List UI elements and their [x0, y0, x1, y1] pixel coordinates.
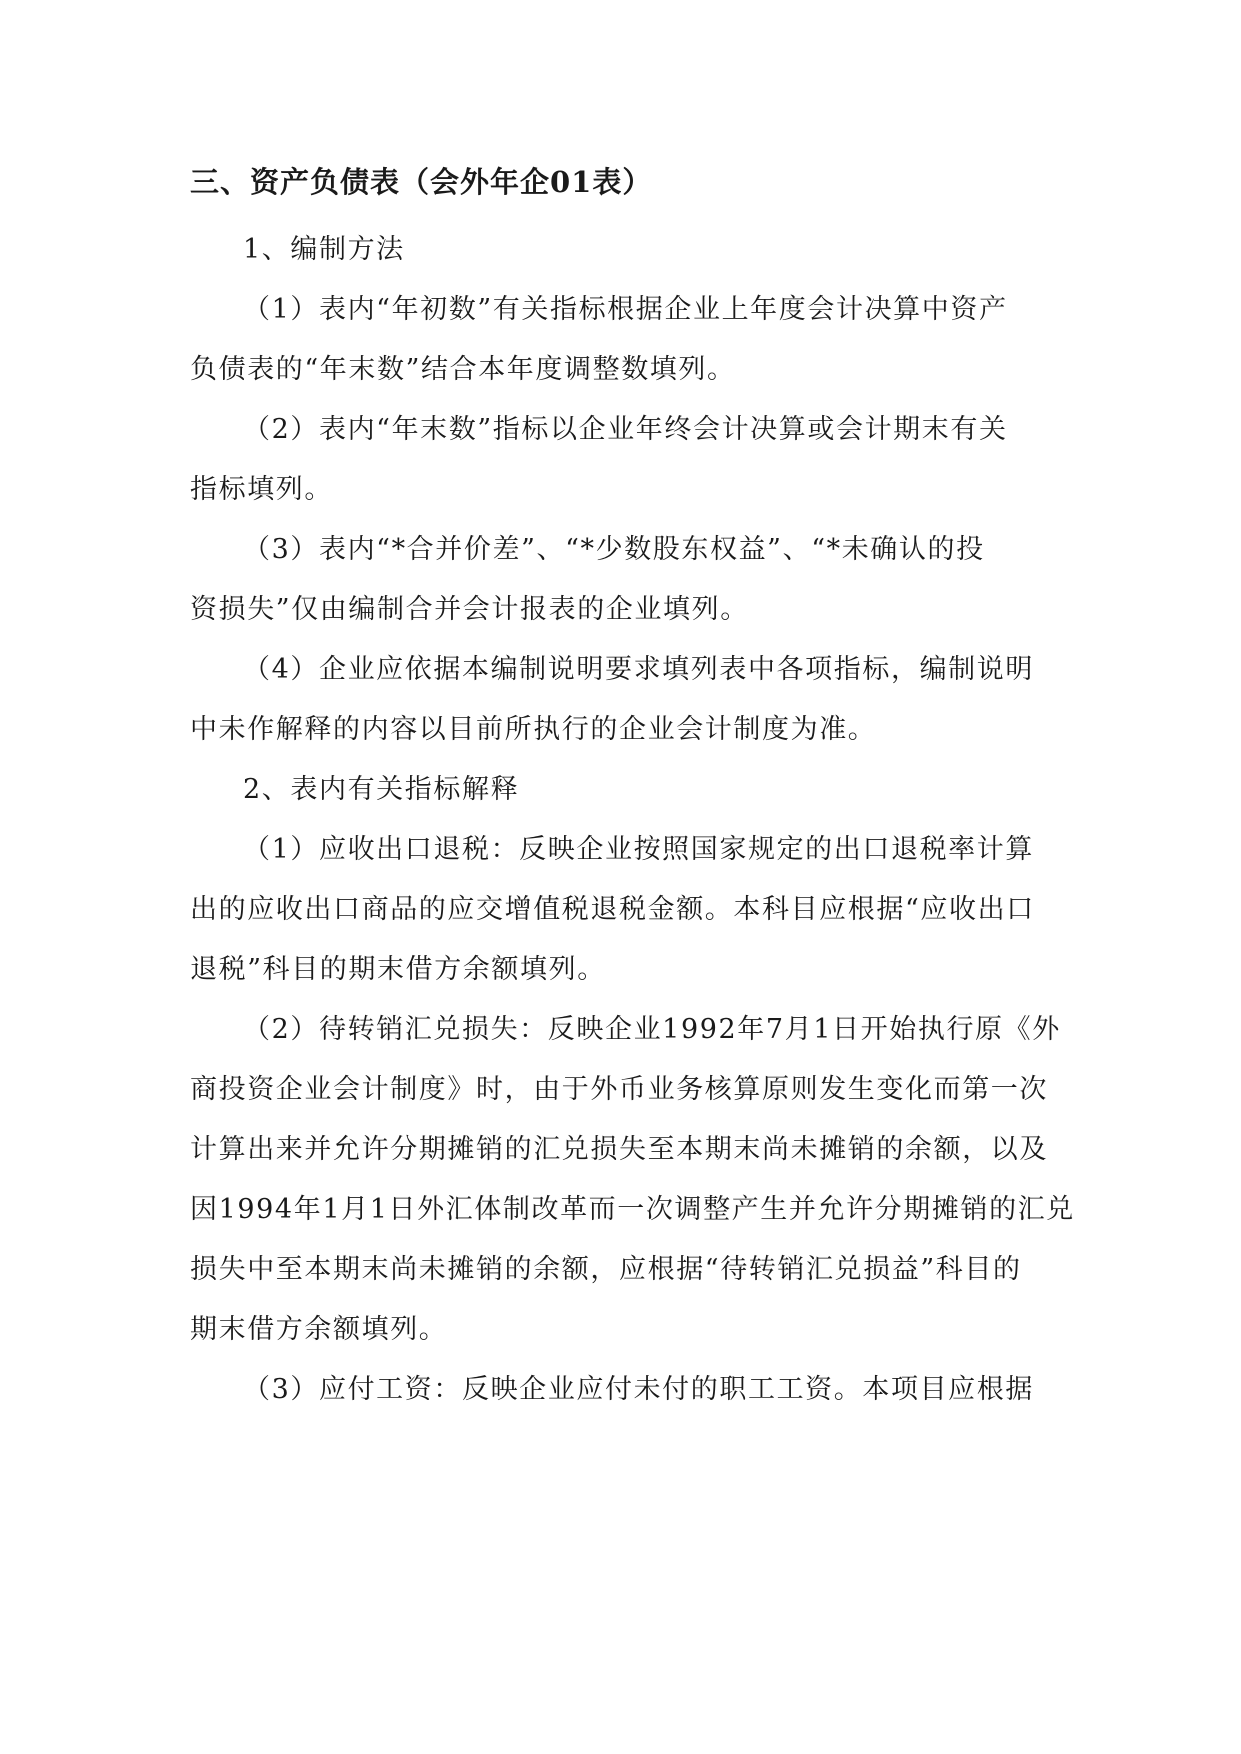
paragraph-line: （1）应收出口退税：反映企业按照国家规定的出口退税率计算 — [243, 834, 1034, 865]
paragraph-line: 出的应收出口商品的应交增值税退税金额。本科目应根据“应收出口 — [190, 894, 1035, 925]
paragraph-line: 期末借方余额填列。 — [190, 1314, 448, 1345]
paragraph-line: （2）待转销汇兑损失：反映企业1992年7月1日开始执行原《外 — [243, 1014, 1061, 1045]
paragraph-line: 计算出来并允许分期摊销的汇兑损失至本期末尚未摊销的余额，以及 — [190, 1134, 1048, 1165]
section-title: 三、资产负债表（会外年企01表） — [190, 165, 653, 199]
paragraph-line: 负债表的“年末数”结合本年度调整数填列。 — [190, 354, 736, 385]
subheading-indicators: 2、表内有关指标解释 — [243, 774, 520, 805]
paragraph-line: 损失中至本期末尚未摊销的余额，应根据“待转销汇兑损益”科目的 — [190, 1254, 1022, 1285]
paragraph-line: 商投资企业会计制度》时，由于外币业务核算原则发生变化而第一次 — [190, 1074, 1048, 1105]
paragraph-line: （4）企业应依据本编制说明要求填列表中各项指标，编制说明 — [243, 654, 1034, 685]
paragraph-line: （1）表内“年初数”有关指标根据企业上年度会计决算中资产 — [243, 294, 1008, 325]
paragraph-line: （2）表内“年末数”指标以企业年终会计决算或会计期末有关 — [243, 414, 1008, 445]
subheading-method: 1、编制方法 — [243, 234, 405, 265]
paragraph-line: 资损失”仅由编制合并会计报表的企业填列。 — [190, 594, 749, 625]
paragraph-line: 退税”科目的期末借方余额填列。 — [190, 954, 606, 985]
paragraph-line: （3）应付工资：反映企业应付未付的职工工资。本项目应根据 — [243, 1374, 1034, 1405]
paragraph-line: 中未作解释的内容以目前所执行的企业会计制度为准。 — [190, 714, 877, 745]
paragraph-line: （3）表内“*合并价差”、“*少数股东权益”、“*未确认的投 — [243, 534, 985, 565]
paragraph-line: 指标填列。 — [190, 474, 333, 505]
paragraph-line: 因1994年1月1日外汇体制改革而一次调整产生并允许分期摊销的汇兑 — [190, 1194, 1075, 1225]
